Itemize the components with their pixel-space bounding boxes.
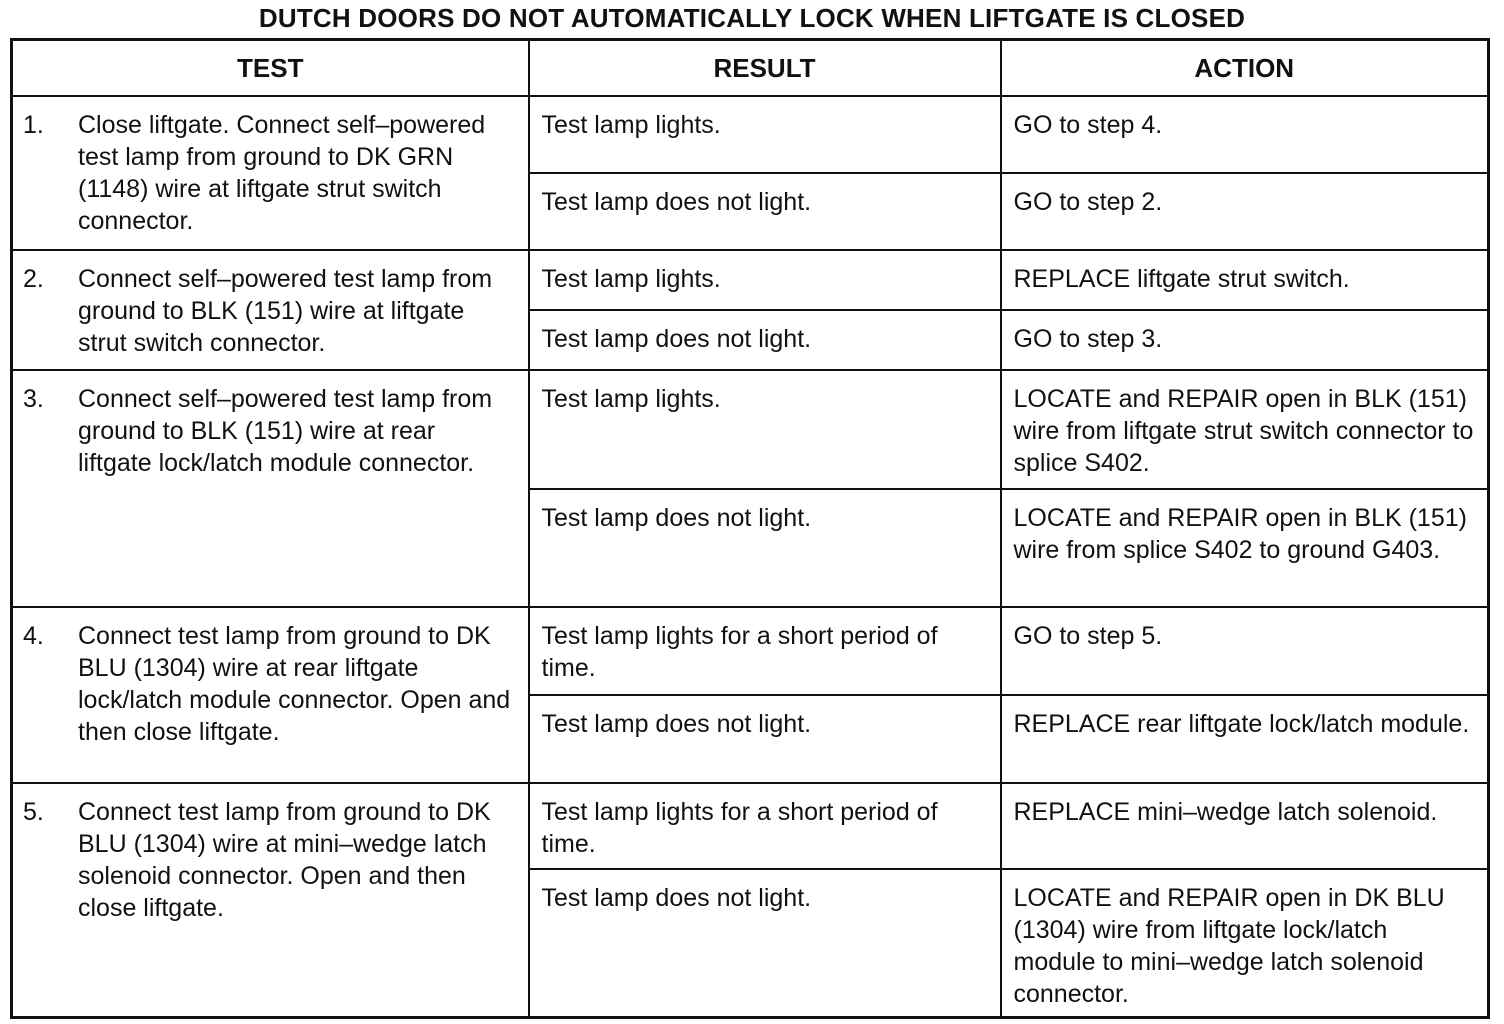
result-cell: Test lamp lights.	[529, 370, 1001, 489]
test-instruction: Connect self–powered test lamp from ground to BLK (151) wire at liftgate strut switch connector.	[78, 265, 493, 357]
action-cell: GO to step 5.	[1001, 607, 1489, 695]
result-cell: Test lamp does not light.	[529, 695, 1001, 783]
header-action: ACTION	[1001, 40, 1489, 97]
test-cell	[12, 783, 529, 1017]
step-number: 3.	[23, 385, 44, 413]
action-cell: REPLACE mini–wedge latch solenoid.	[1001, 783, 1489, 869]
header-test: TEST	[12, 40, 529, 97]
step-number: 2.	[23, 265, 44, 293]
action-cell: LOCATE and REPAIR open in DK BLU (1304) wire from liftgate lock/latch module to mini–wedge latch solenoid connector.	[1001, 869, 1489, 1017]
diagnostic-table	[10, 38, 1490, 1019]
table-row	[12, 783, 1489, 869]
step-number: 4.	[23, 622, 44, 650]
result-cell: Test lamp lights.	[529, 250, 1001, 310]
result-cell: Test lamp does not light.	[529, 173, 1001, 250]
action-cell: LOCATE and REPAIR open in BLK (151) wire from liftgate strut switch connector to splice S402.	[1001, 370, 1489, 489]
step-number: 1.	[23, 111, 44, 139]
table-row	[12, 250, 1489, 310]
result-cell: Test lamp lights.	[529, 96, 1001, 173]
action-cell: GO to step 2.	[1001, 173, 1489, 250]
action-cell: REPLACE liftgate strut switch.	[1001, 250, 1489, 310]
action-cell: LOCATE and REPAIR open in BLK (151) wire from splice S402 to ground G403.	[1001, 489, 1489, 607]
test-instruction: Connect self–powered test lamp from ground to BLK (151) wire at rear liftgate lock/latch module connector.	[78, 385, 493, 477]
action-cell: GO to step 4.	[1001, 96, 1489, 173]
table-row	[12, 370, 1489, 489]
result-cell: Test lamp lights for a short period of time.	[529, 607, 1001, 695]
action-cell: REPLACE rear liftgate lock/latch module.	[1001, 695, 1489, 783]
header-row	[12, 40, 1489, 97]
header-result: RESULT	[529, 40, 1001, 97]
test-cell	[12, 250, 529, 370]
test-cell	[12, 96, 529, 250]
test-instruction: Connect test lamp from ground to DK BLU (1304) wire at rear liftgate lock/latch module connector. Open and then close liftgate.	[78, 622, 511, 746]
test-cell	[12, 370, 529, 607]
result-cell: Test lamp lights for a short period of time.	[529, 783, 1001, 869]
result-cell: Test lamp does not light.	[529, 310, 1001, 370]
action-cell: GO to step 3.	[1001, 310, 1489, 370]
result-cell: Test lamp does not light.	[529, 489, 1001, 607]
table-row	[12, 607, 1489, 695]
test-instruction: Connect test lamp from ground to DK BLU (1304) wire at mini–wedge latch solenoid connector. Open and then close liftgate.	[78, 798, 491, 922]
step-number: 5.	[23, 798, 44, 826]
test-cell	[12, 607, 529, 783]
table-row	[12, 96, 1489, 173]
result-cell: Test lamp does not light.	[529, 869, 1001, 1017]
test-instruction: Close liftgate. Connect self–powered test lamp from ground to DK GRN (1148) wire at liftgate strut switch connector.	[78, 111, 486, 235]
document-title: DUTCH DOORS DO NOT AUTOMATICALLY LOCK WHEN LIFTGATE IS CLOSED	[258, 3, 1246, 33]
